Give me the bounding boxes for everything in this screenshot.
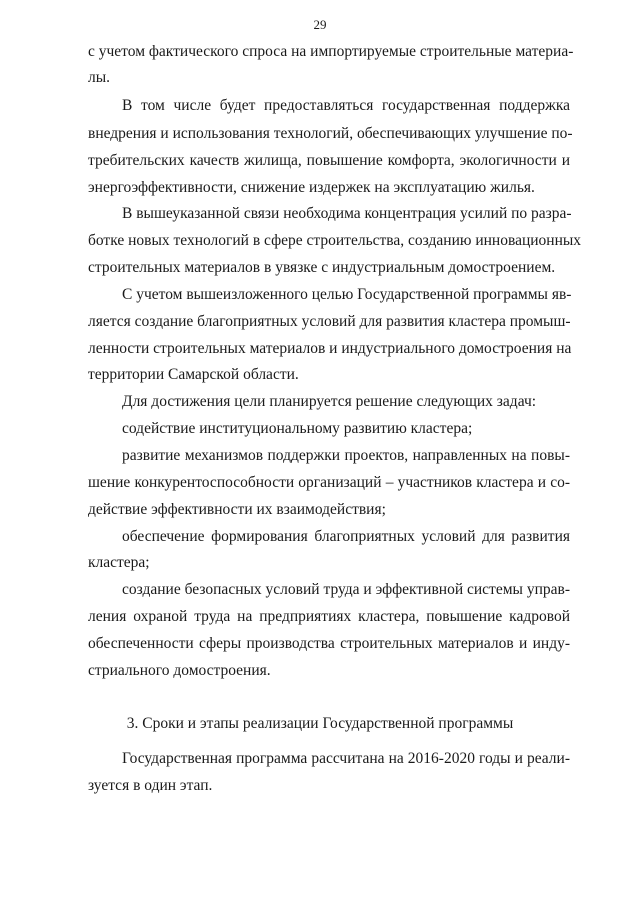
text-line: строительных материалов в увязке с индустриальным домостроением. [88,259,556,276]
text-line: ленности строительных материалов и индустриального домостроения на [88,340,572,357]
text-line: обеспеченности сферы производства строительных материалов и инду- [88,635,570,652]
page-number: 29 [313,17,327,32]
text-line: ляется создание благоприятных условий для развития кластера промыш- [88,313,571,330]
text-line: Для достижения цели планируется решение следующих задач: [122,393,537,410]
text-line: энергоэффективности, снижение издержек на эксплуатацию жилья. [88,179,535,196]
text-line: С учетом вышеизложенного целью Государственной программы яв- [122,286,572,303]
section-heading: 3. Сроки и этапы реализации Государственной программы [126,715,514,732]
text-line: ления охраной труда на предприятиях кластера, повышение кадровой [88,608,570,625]
text-line: зуется в один этап. [88,777,213,794]
text-line: кластера; [88,554,150,571]
text-line: с учетом фактического спроса на импортируемые строительные материа- [88,43,574,60]
text-line: создание безопасных условий труда и эффективной системы управ- [122,581,570,598]
text-line: ботке новых технологий в сфере строительства, созданию инновационных [88,232,582,249]
text-line: внедрения и использования технологий, обеспечивающих улучшение по- [88,125,573,142]
text-line: стриального домостроения. [88,662,271,679]
text-line: содействие институциональному развитию кластера; [122,420,473,437]
text-line: требительских качеств жилища, повышение комфорта, экологичности и [88,152,570,169]
text-line: обеспечение формирования благоприятных условий для развития [122,528,570,545]
text-line: Государственная программа рассчитана на 2016-2020 годы и реали- [122,750,570,767]
text-line: В вышеуказанной связи необходима концентрация усилий по разра- [122,205,572,222]
text-line: территории Самарской области. [88,366,299,383]
text-line: шение конкурентоспособности организаций – участников кластера и со- [88,474,570,491]
text-line: развитие механизмов поддержки проектов, направленных на повы- [122,447,570,464]
text-line: лы. [88,69,111,86]
text-line: В том числе будет предоставляться государственная поддержка [122,97,570,114]
text-line: действие эффективности их взаимодействия; [88,501,386,518]
